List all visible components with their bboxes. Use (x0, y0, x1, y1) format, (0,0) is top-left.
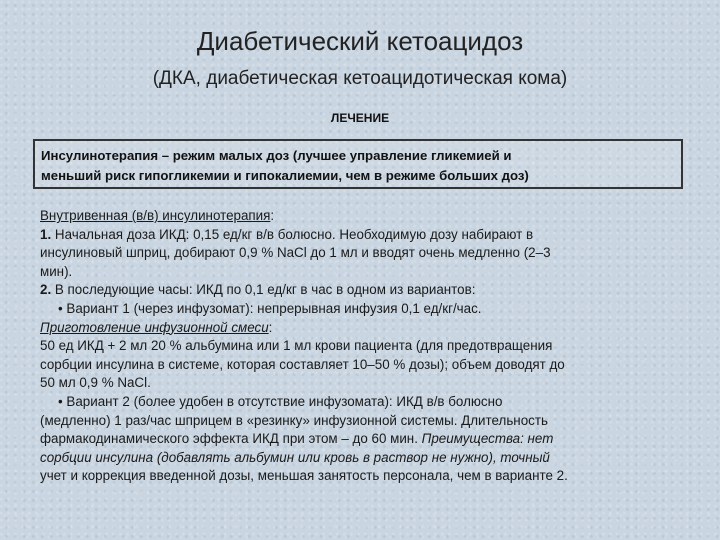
prep-line-3: 50 мл 0,9 % NaCl. (40, 375, 151, 391)
item-1-text-1: Начальная доза ИКД: 0,15 ед/кг в/в болюсно. Необходимую дозу набирают в (51, 226, 534, 242)
prep-heading-line (40, 319, 688, 338)
advantages-label: Преимущества: нет (421, 431, 554, 447)
item-1-line-1 (40, 226, 688, 245)
prep-line-1: 50 ед ИКД + 2 мл 20 % альбумина или 1 мл крови пациента (для предотвращения (40, 338, 553, 354)
slide-subtitle: (ДКА, диабетическая кетоацидотическая кома) (152, 68, 568, 89)
section-heading: ЛЕЧЕНИЕ (330, 111, 390, 125)
variant-2-line-4 (40, 449, 688, 468)
variant-2-text-3a: фармакодинамического эффекта ИКД при этом – до 60 мин. (40, 431, 422, 447)
prep-heading: Приготовление инфузионной смеси (40, 319, 269, 335)
variant-1: • Вариант 1 (через инфузомат): непрерывная инфузия 0,1 ед/кг/час. (58, 300, 482, 316)
highlight-line-1: Инсулинотерапия – режим малых доз (лучшее управление гликемией и (41, 148, 512, 163)
item-1-line-2: инсулиновый шприц, добирают 0,9 % NaCl до 1 мл и вводят очень медленно (2–3 (40, 245, 551, 261)
item-1-number: 1. (40, 226, 52, 242)
variant-2-line-1: • Вариант 2 (более удобен в отсутствие инфузомата): ИКД в/в болюсно (58, 393, 503, 409)
iv-heading-line (40, 207, 688, 226)
item-2-line-1 (40, 281, 688, 300)
iv-heading: Внутривенная (в/в) инсулинотерапия (40, 208, 271, 223)
highlight-box (33, 139, 683, 189)
item-2-number: 2. (40, 282, 52, 298)
variant-2-text-4b: точный (500, 449, 550, 465)
variant-2-line-2: (медленно) 1 раз/час шприцем в «резинку» инфузионной системы. Длительность (40, 412, 548, 428)
iv-heading-colon: : (270, 208, 275, 223)
variant-2-line-3 (40, 430, 688, 449)
highlight-line-2: меньший риск гипогликемии и гипокалиемии, чем в режиме больших доз) (41, 168, 529, 183)
prep-line-2: сорбции инсулина в системе, которая составляет 10–50 % дозы); объем доводят до (40, 356, 565, 372)
slide-title: Диабетический кетоацидоз (196, 26, 524, 56)
item-2-text-1: В последующие часы: ИКД по 0,1 ед/кг в час в одном из вариантов: (51, 282, 476, 298)
prep-heading-colon: : (268, 319, 273, 335)
variant-2-line-5: учет и коррекция введенной дозы, меньшая занятость персонала, чем в варианте 2. (40, 468, 568, 484)
item-1-line-3: мин). (40, 263, 73, 279)
variant-2-text-4a: сорбции инсулина (добавлять альбумин или кровь в раствор не нужно), (40, 449, 501, 465)
body-text (40, 207, 688, 486)
